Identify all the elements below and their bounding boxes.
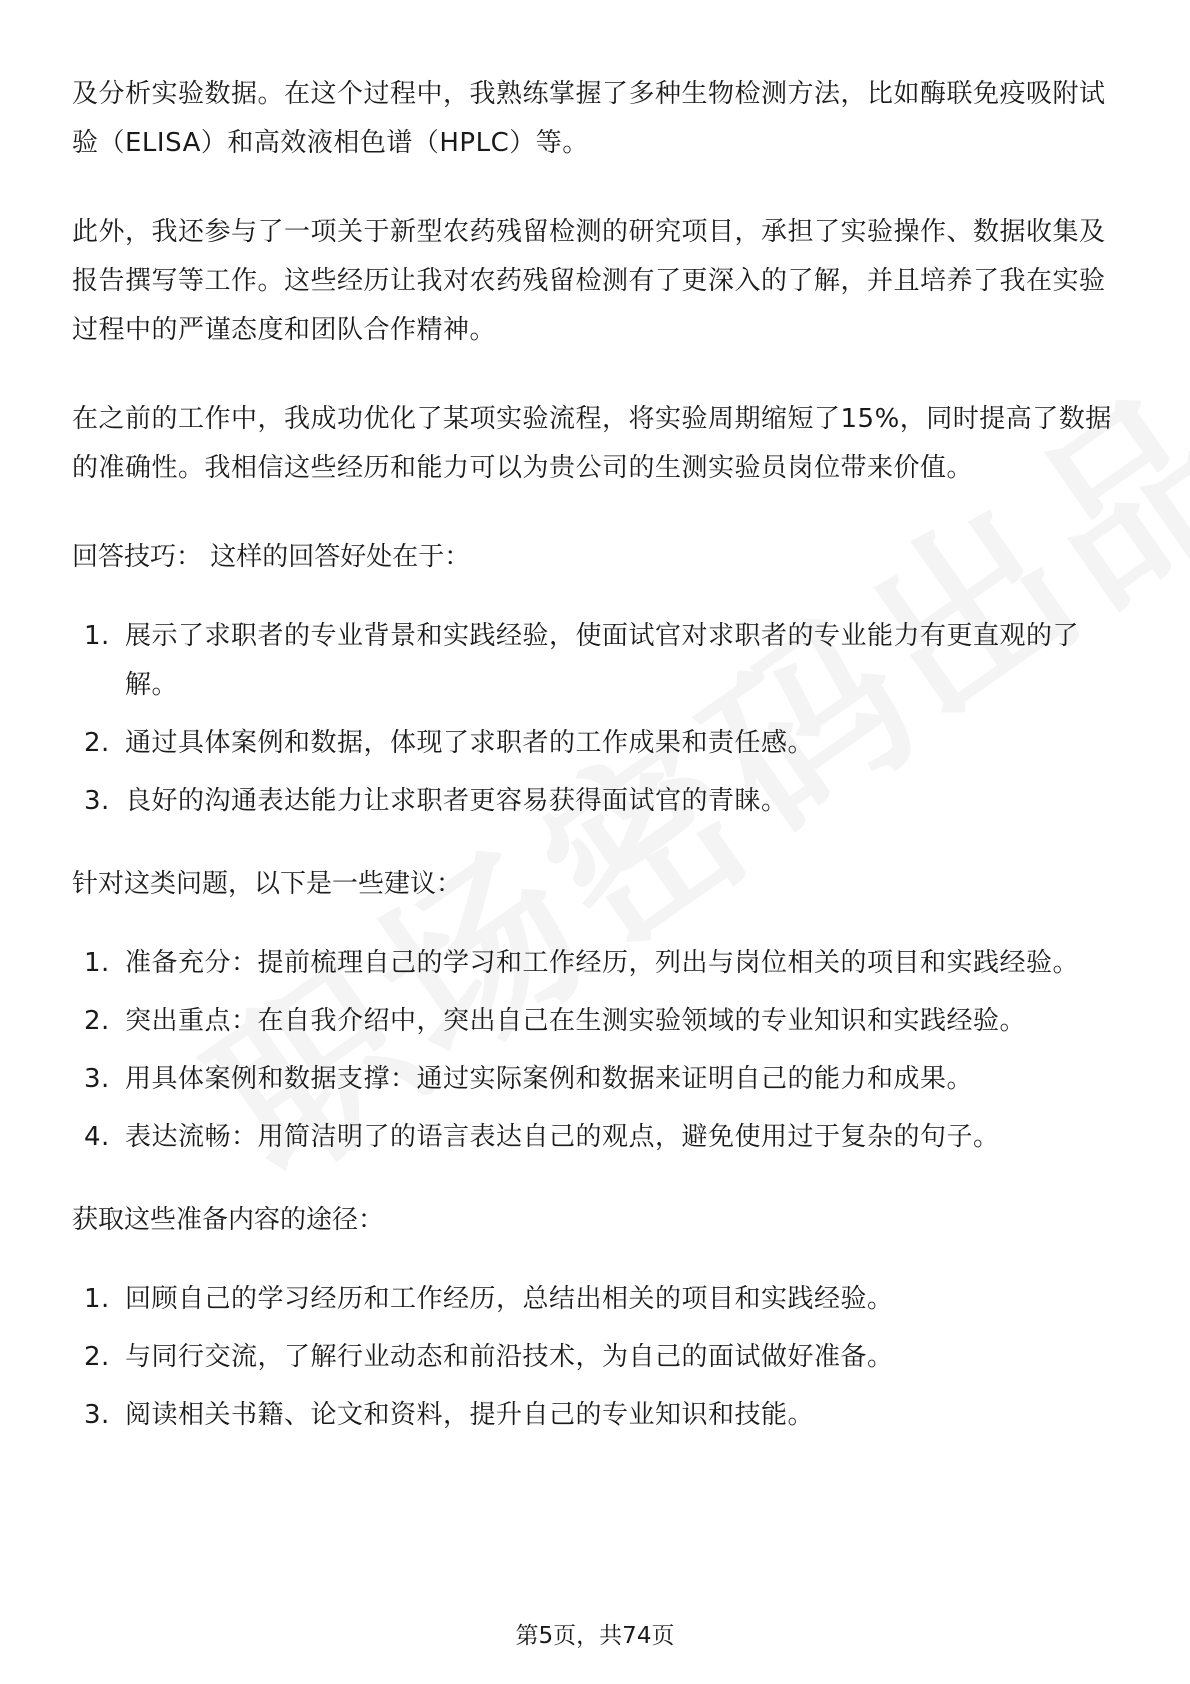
- list-item: [72, 997, 1122, 1046]
- list-number: 1.: [84, 1284, 110, 1314]
- list-item-text: 表达流畅：用简洁明了的语言表达自己的观点，避免使用过于复杂的句子。: [125, 1122, 1000, 1152]
- list-number: 2.: [84, 728, 110, 758]
- list-item: [72, 777, 1122, 826]
- sources-list: [72, 1275, 1122, 1440]
- list-item-text: 展示了求职者的专业背景和实践经验，使面试官对求职者的专业能力有更直观的了解。: [125, 621, 1080, 700]
- document-body: [72, 70, 1122, 1474]
- paragraph-experience: 及分析实验数据。在这个过程中，我熟练掌握了多种生物检测方法，比如酶联免疫吸附试验（ELISA）和高效液相色谱（HPLC）等。: [72, 79, 1106, 158]
- list-item: [72, 612, 1122, 710]
- sources-heading: 获取这些准备内容的途径：: [72, 1205, 385, 1235]
- list-item-text: 阅读相关书籍、论文和资料，提升自己的专业知识和技能。: [125, 1400, 815, 1430]
- list-item: [72, 1391, 1122, 1440]
- list-item-text: 良好的沟通表达能力让求职者更容易获得面试官的青睐。: [125, 786, 788, 816]
- paragraph-project: 此外，我还参与了一项关于新型农药残留检测的研究项目，承担了实验操作、数据收集及报告撰写等工作。这些经历让我对农药残留检测有了更深入的了解，并且培养了我在实验过程中的严谨态度和团队合作精神。: [72, 217, 1106, 345]
- list-number: 3.: [84, 786, 110, 816]
- list-number: 3.: [84, 1400, 110, 1430]
- advice-heading: 针对这类问题，以下是一些建议：: [72, 869, 463, 899]
- paragraph-achievement: 在之前的工作中，我成功优化了某项实验流程，将实验周期缩短了15%，同时提高了数据的准确性。我相信这些经历和能力可以为贵公司的生测实验员岗位带来价值。: [72, 404, 1112, 483]
- advice-list: [72, 939, 1122, 1162]
- list-item-text: 用具体案例和数据支撑：通过实际案例和数据来证明自己的能力和成果。: [125, 1064, 974, 1094]
- list-number: 2.: [84, 1342, 110, 1372]
- list-item: [72, 1333, 1122, 1382]
- list-item: [72, 1055, 1122, 1104]
- page-number: 第5页，共74页: [515, 1623, 675, 1649]
- list-number: 1.: [84, 948, 110, 978]
- list-item-text: 准备充分：提前梳理自己的学习和工作经历，列出与岗位相关的项目和实践经验。: [125, 948, 1080, 978]
- list-number: 2.: [84, 1006, 110, 1036]
- list-number: 3.: [84, 1064, 110, 1094]
- list-item-text: 突出重点：在自我介绍中，突出自己在生测实验领域的专业知识和实践经验。: [125, 1006, 1027, 1036]
- list-number: 1.: [84, 621, 110, 651]
- list-number: 4.: [84, 1122, 110, 1152]
- list-item: [72, 1113, 1122, 1162]
- tips-list: [72, 612, 1122, 826]
- tips-heading: 回答技巧： 这样的回答好处在于：: [72, 542, 471, 572]
- list-item-text: 通过具体案例和数据，体现了求职者的工作成果和责任感。: [125, 728, 815, 758]
- list-item: [72, 719, 1122, 768]
- list-item-text: 与同行交流，了解行业动态和前沿技术，为自己的面试做好准备。: [125, 1342, 894, 1372]
- list-item: [72, 1275, 1122, 1324]
- list-item: [72, 939, 1122, 988]
- list-item-text: 回顾自己的学习经历和工作经历，总结出相关的项目和实践经验。: [125, 1284, 894, 1314]
